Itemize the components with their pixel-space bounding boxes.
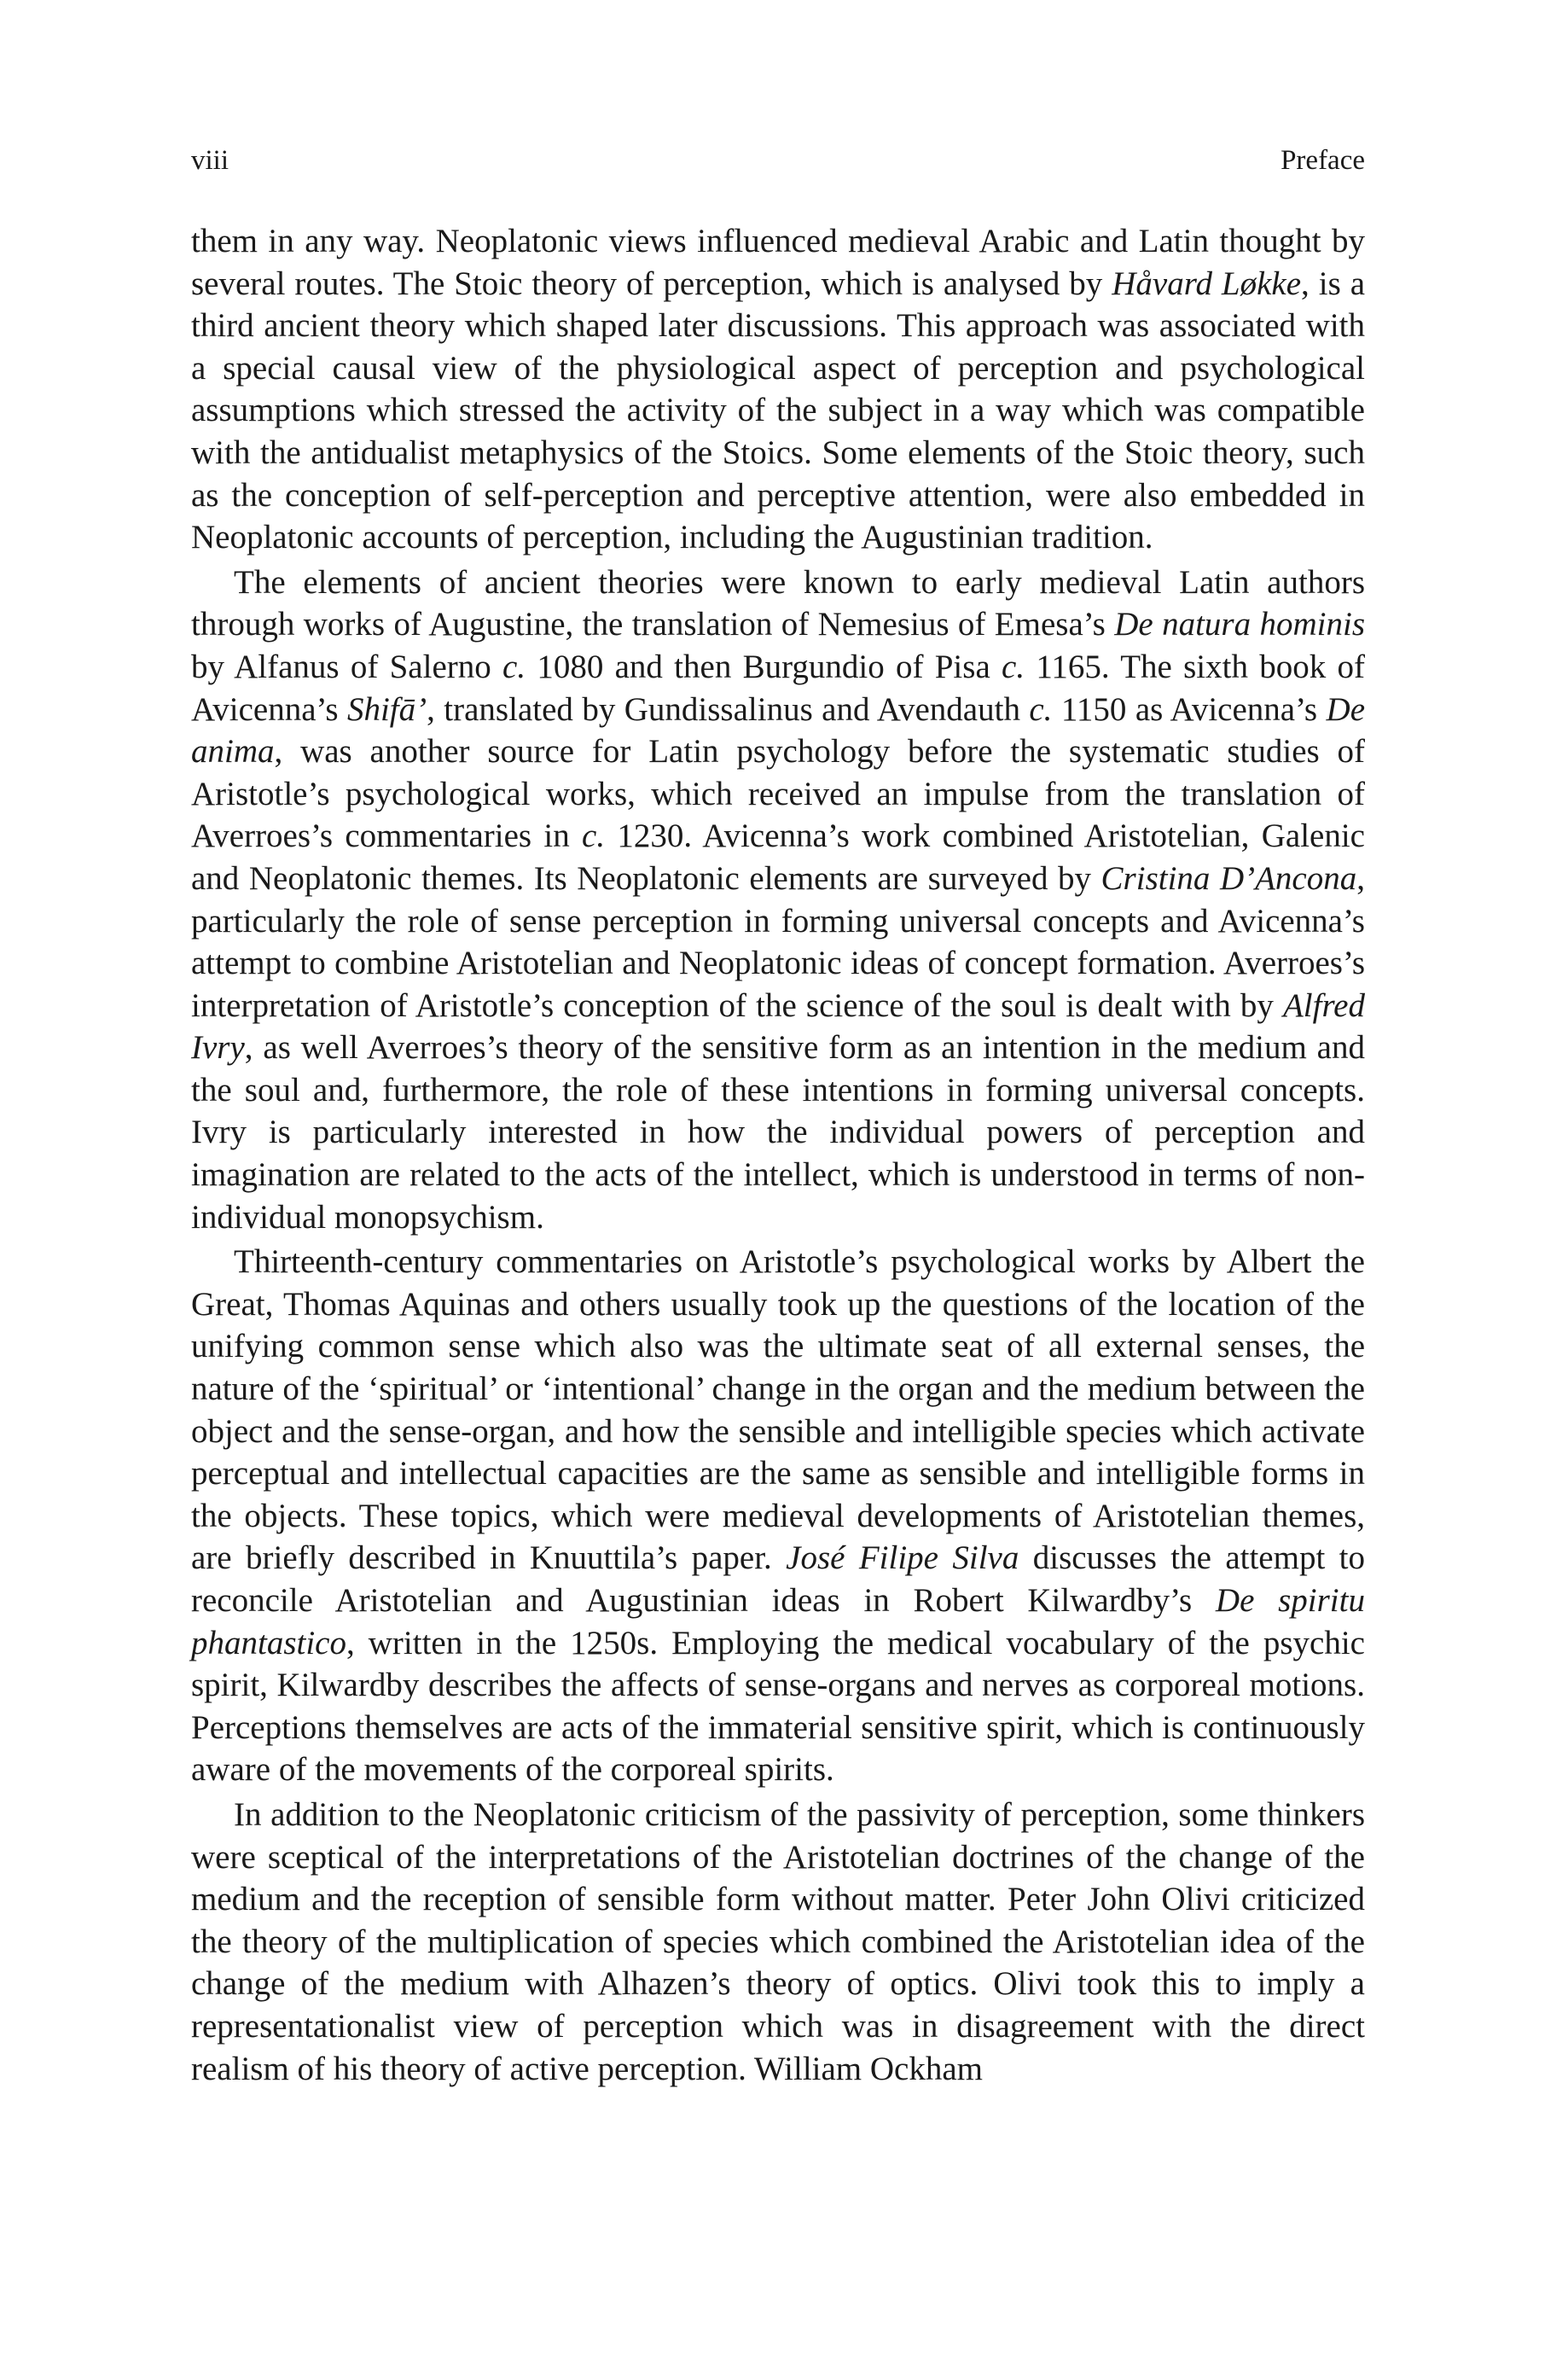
- text-run: , was another source for Latin psychology before the systematic studies of Aristotle’s psychological works, which received an impulse from the translation of Averroes’s commentaries in: [191, 733, 1365, 855]
- italic-text: Håvard Løkke: [1112, 265, 1302, 302]
- text-run: 1080 and then Burgundio of Pisa: [526, 648, 1002, 685]
- text-run: , is a third ancient theory which shaped later discussions. This approach was associated with a special causal view of the physiological aspect of perception and psychological assumptions which stressed the activity of the subject in a way which was compatible with the antidualist metaphysics of the Stoics. Some elements of the Stoic theory, such as the conception of self-perception and perceptive attention, were also embedded in Neoplatonic accounts of perception, including the Augustinian tradition.: [191, 265, 1365, 556]
- italic-text: José Filipe Silva: [786, 1539, 1019, 1577]
- text-run: , particularly the role of sense perception in forming universal concepts and Avicenna’s attempt to combine Aristotelian and Neoplatonic ideas of concept formation. Averroes’s interpretation of Aristotle’s conception of the science of the soul is dealt with by: [191, 859, 1365, 1024]
- text-run: 1230. Avicenna’s work combined Aristotelian, Galenic and Neoplatonic themes. Its Neoplatonic elements are surveyed by: [191, 817, 1365, 897]
- text-run: , as well Averroes’s theory of the sensitive form as an intention in the medium and the soul and, furthermore, the role of these intentions in forming universal concepts. Ivry is particularly interested in how the individual powers of perception and imagination are related to the acts of the intellect, which is understood in terms of non-individual monopsychism.: [191, 1029, 1365, 1236]
- italic-text: Alfred Ivry: [191, 986, 1365, 1067]
- text-run: 1150 as Avicenna’s: [1052, 690, 1327, 728]
- text-run: , translated by Gundissalinus and Avendauth: [427, 690, 1030, 728]
- italic-text: Cristina D’Ancona: [1101, 859, 1357, 897]
- italic-text: c.: [502, 648, 526, 685]
- italic-text: c.: [1002, 648, 1025, 685]
- page-number: viii: [191, 145, 229, 176]
- italic-text: c.: [1029, 690, 1053, 728]
- italic-text: De anima: [191, 690, 1366, 771]
- text-run: Thirteenth-century commentaries on Aristotle’s psychological works by Albert the Great, Thomas Aquinas and others usually took up the questions of the location of the unifying common sense which also was the ultimate seat of all external senses, the nature of the ‘spiritual’ or ‘intentional’ change in the organ and the medium between the object and the sense-organ, and how the sensible and intelligible species which activate perceptual and intellectual capacities are the same as sensible and intelligible forms in the objects. These topics, which were medieval developments of Aristotelian themes, are briefly described in Knuuttila’s paper.: [191, 1243, 1365, 1577]
- text-run: 1165. The sixth book of Avicenna’s: [191, 648, 1365, 728]
- paragraph: [191, 220, 1365, 559]
- paragraph: [191, 1241, 1365, 1791]
- italic-text: De natura hominis: [1114, 606, 1366, 643]
- paragraph: [191, 1794, 1365, 2090]
- paragraph: [191, 561, 1365, 1239]
- text-run: by Alfanus of Salerno: [191, 648, 503, 685]
- section-title: Preface: [1281, 145, 1365, 176]
- italic-text: Shifā’: [346, 690, 427, 728]
- italic-text: De spiritu phantastico: [191, 1582, 1365, 1661]
- text-run: In addition to the Neoplatonic criticism of the passivity of perception, some thinkers were sceptical of the interpretations of the Aristotelian doctrines of the change of the medium and the reception of sensible form without matter. Peter John Olivi criticized the theory of the multiplication of species which combined the Aristotelian idea of the change of the medium with Alhazen’s theory of optics. Olivi took this to imply a representationalist view of perception which was in disagreement with the direct realism of his theory of active perception. William Ockham: [191, 1795, 1365, 2087]
- text-run: , written in the 1250s. Employing the medical vocabulary of the psychic spirit, Kilwardby describes the affects of sense-organs and nerves as corporeal motions. Perceptions themselves are acts of the immaterial sensitive spirit, which is continuously aware of the movements of the corporeal spirits.: [191, 1624, 1365, 1789]
- text-run: them in any way. Neoplatonic views influenced medieval Arabic and Latin thought by several routes. The Stoic theory of perception, which is analysed by: [191, 223, 1365, 302]
- text-run: The elements of ancient theories were known to early medieval Latin authors through works of Augustine, the translation of Nemesius of Emesa’s: [191, 563, 1365, 643]
- italic-text: c.: [582, 817, 606, 855]
- text-run: discusses the attempt to reconcile Aristotelian and Augustinian ideas in Robert Kilwardby’s: [191, 1539, 1365, 1619]
- body-text: [191, 220, 1365, 2090]
